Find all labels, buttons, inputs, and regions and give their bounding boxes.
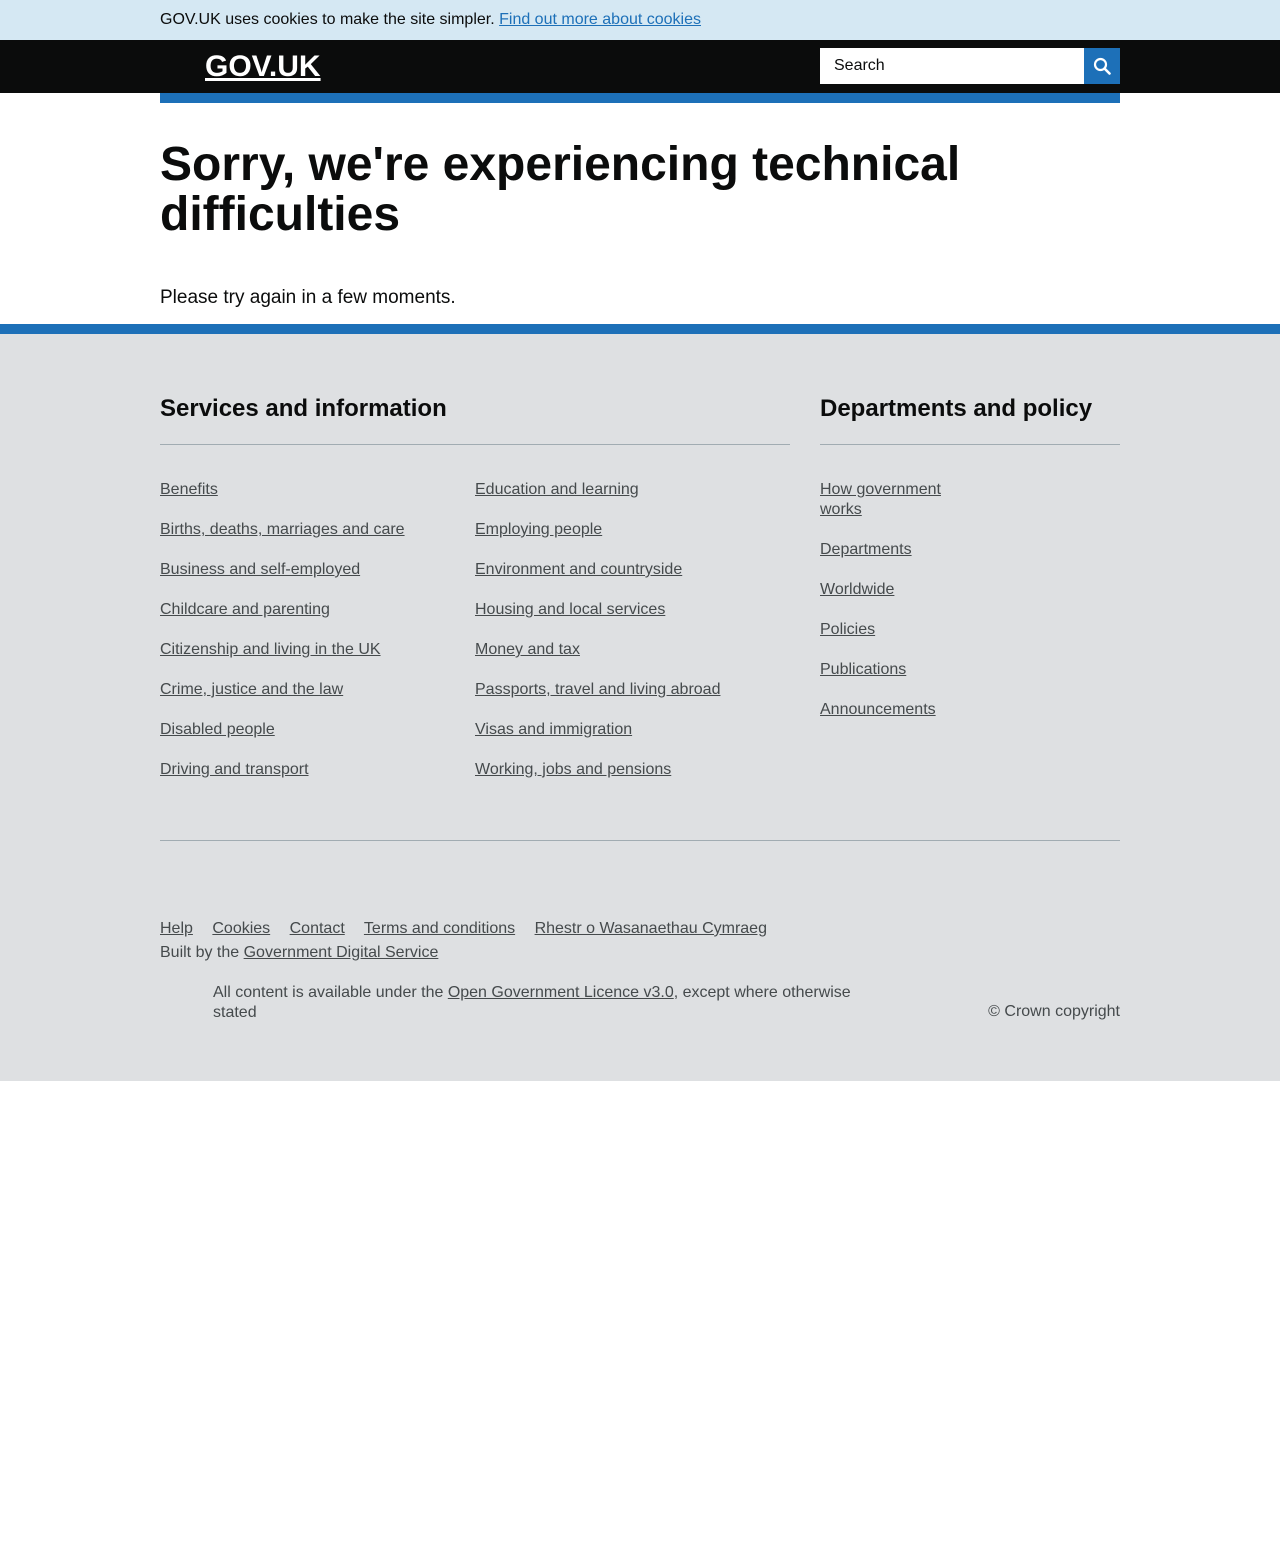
footer-link[interactable]: Publications	[820, 661, 907, 678]
cookie-message	[160, 0, 1120, 30]
footer-link[interactable]: Visas and immigration	[475, 721, 633, 738]
services-list-1	[160, 480, 475, 800]
services-heading: Services and information	[160, 394, 790, 445]
footer-link[interactable]: Announcements	[820, 701, 936, 718]
footer-link[interactable]: Housing and local services	[475, 601, 666, 618]
cookie-text: GOV.UK uses cookies to make the site simpler.	[160, 11, 500, 28]
crown-copyright[interactable]: © Crown copyright	[988, 1003, 1120, 1020]
services-section	[160, 394, 790, 800]
footer-meta-links	[160, 919, 782, 939]
footer-link[interactable]: Environment and countryside	[475, 561, 683, 578]
error-message: Please try again in a few moments.	[160, 287, 456, 308]
footer-link[interactable]: Crime, justice and the law	[160, 681, 344, 698]
built-by-text: Built by the	[160, 944, 244, 961]
search-form	[820, 48, 1120, 84]
page-title: Sorry, we're experiencing technical difficulties	[160, 138, 961, 241]
footer-link[interactable]: Citizenship and living in the UK	[160, 641, 381, 658]
footer-link[interactable]: Employing people	[475, 521, 603, 538]
ogl-link[interactable]: Open Government Licence v3.0	[447, 984, 674, 1001]
footer-link[interactable]: Disabled people	[160, 721, 275, 738]
services-list-2	[475, 480, 790, 800]
main-content	[160, 140, 1120, 310]
cookies-link[interactable]: Cookies	[212, 920, 271, 937]
search-button[interactable]	[1084, 48, 1120, 84]
departments-heading: Departments and policy	[820, 394, 1120, 445]
departments-list	[820, 480, 970, 720]
licence-suffix: , except where otherwise stated	[213, 984, 851, 1021]
help-link[interactable]: Help	[160, 920, 193, 937]
footer-link[interactable]: Policies	[820, 621, 876, 638]
licence-prefix: All content is available under the	[213, 984, 448, 1001]
footer-link[interactable]: Money and tax	[475, 641, 580, 658]
footer-link[interactable]: Benefits	[160, 481, 218, 498]
footer-link[interactable]: Passports, travel and living abroad	[475, 681, 721, 698]
licence-notice	[213, 983, 863, 1023]
footer-link[interactable]: Departments	[820, 541, 912, 558]
search-icon	[1093, 57, 1111, 75]
footer-link[interactable]: How government works	[820, 481, 941, 518]
footer-link[interactable]: Births, deaths, marriages and care	[160, 521, 405, 538]
footer-link[interactable]: Education and learning	[475, 481, 639, 498]
gds-link[interactable]: Government Digital Service	[243, 944, 439, 961]
header-accent-bar	[160, 93, 1120, 103]
welsh-services-link[interactable]: Rhestr o Wasanaethau Cymraeg	[534, 920, 767, 937]
cookie-info-link[interactable]: Find out more about cookies	[499, 11, 701, 28]
cookie-banner	[0, 0, 1280, 40]
footer-link[interactable]: Working, jobs and pensions	[475, 761, 672, 778]
footer-link[interactable]: Childcare and parenting	[160, 601, 330, 618]
search-input[interactable]	[820, 48, 1084, 84]
built-by	[160, 943, 438, 963]
departments-section	[820, 394, 1120, 740]
footer-accent-bar	[0, 324, 1280, 334]
contact-link[interactable]: Contact	[289, 920, 345, 937]
footer-link[interactable]: Worldwide	[820, 581, 895, 598]
footer-link[interactable]: Business and self-employed	[160, 561, 361, 578]
footer-link[interactable]: Driving and transport	[160, 761, 309, 778]
site-header	[0, 40, 1280, 93]
govuk-logo[interactable]: GOV.UK	[205, 50, 321, 83]
site-footer	[0, 334, 1280, 1081]
footer-divider	[160, 840, 1120, 841]
terms-link[interactable]: Terms and conditions	[363, 920, 516, 937]
